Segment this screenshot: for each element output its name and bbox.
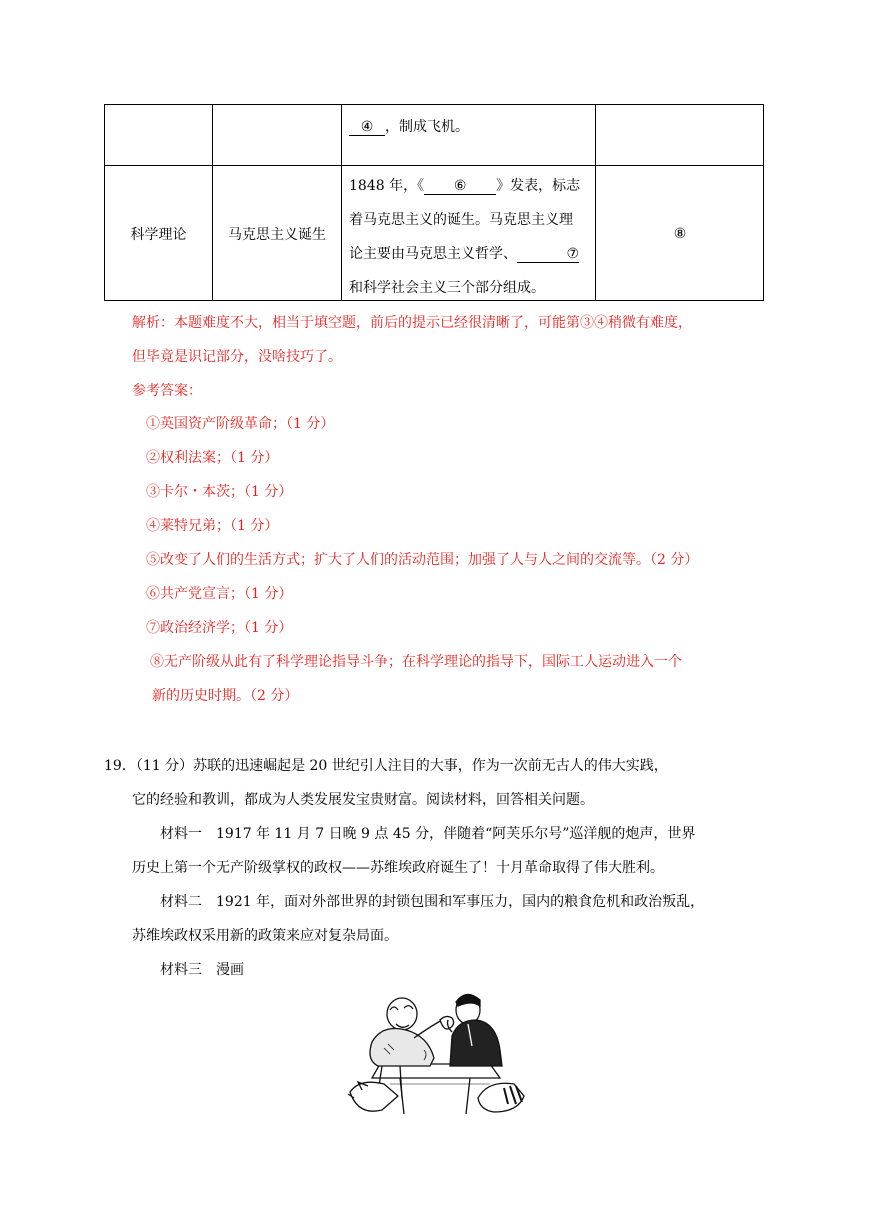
blank-8-cell: ⑧ <box>673 226 687 242</box>
material-1: 材料一 1917 年 11 月 7 日晚 9 点 45 分，伴随着“阿芙乐尔号”巡洋舰的炮声，世界 <box>160 826 696 842</box>
blank-7: ⑦ <box>517 246 579 263</box>
answer-item: ⑦政治经济学；（1 分） <box>146 620 293 636</box>
question-19-stem: 19．（11 分）苏联的迅速崛起是 20 世纪引人注目的大事，作为一次前无古人的伟大实践， <box>104 758 668 774</box>
answer-item: ②权利法案；（1 分） <box>146 450 279 466</box>
col-divider <box>341 105 342 300</box>
text: 》发表，标志 <box>496 178 581 194</box>
material-3: 材料三 漫画 <box>160 962 244 978</box>
answer-item: ①英国资产阶级革命；（1 分） <box>146 416 335 432</box>
question-19-stem-cont: 它的经验和教训，都成为人类发展发宝贵财富。阅读材料，回答相关问题。 <box>132 792 594 808</box>
reference-answer-title: 参考答案： <box>132 383 202 399</box>
category-cell: 科学理论 <box>130 227 187 243</box>
history-table <box>104 104 764 301</box>
answer-item: ⑧无产阶级从此有了科学理论指导斗争；在科学理论的指导下，国际工人运动进入一个 <box>150 654 682 670</box>
material-2: 材料二 1921 年，面对外部世界的封锁包围和军事压力，国内的粮食危机和政治叛乱， <box>160 894 705 910</box>
answer-item: ⑤改变了人们的生活方式；扩大了人们的活动范围；加强了人与人之间的交流等。（2 分） <box>146 552 699 568</box>
row2-line1 <box>349 175 580 195</box>
answer-item: 新的历史时期。（2 分） <box>152 688 299 704</box>
blank-4: ④ <box>349 119 385 136</box>
analysis-line2: 但毕竟是识记部分，没啥技巧了。 <box>132 349 342 365</box>
row1-text: ，制成飞机。 <box>385 119 469 135</box>
material-2-cont: 苏维埃政权采用新的政策来应对复杂局面。 <box>132 928 398 944</box>
row2-line2: 着马克思主义的诞生。马克思主义理 <box>349 212 573 228</box>
row1-content <box>349 116 469 136</box>
blank-6: ⑥ <box>424 178 496 195</box>
answer-item: ⑥共产党宣言；（1 分） <box>146 586 293 602</box>
text: 1848 年，《 <box>349 178 425 194</box>
analysis-line1: 解析：本题难度不大，相当于填空题，前后的提示已经很清晰了，可能第③④稍微有难度， <box>132 315 692 331</box>
arm-wrestling-cartoon <box>340 986 526 1119</box>
row2-line4: 和科学社会主义三个部分组成。 <box>349 280 545 296</box>
text: 论主要由马克思主义哲学、 <box>349 246 517 262</box>
answer-item: ③卡尔・本茨；（1 分） <box>146 484 293 500</box>
event-cell: 马克思主义诞生 <box>228 227 326 243</box>
material-1-cont: 历史上第一个无产阶级掌权的政权——苏维埃政府诞生了！十月革命取得了伟大胜利。 <box>132 860 664 876</box>
answer-item: ④莱特兄弟；（1 分） <box>146 518 279 534</box>
row2-line3 <box>349 243 579 263</box>
